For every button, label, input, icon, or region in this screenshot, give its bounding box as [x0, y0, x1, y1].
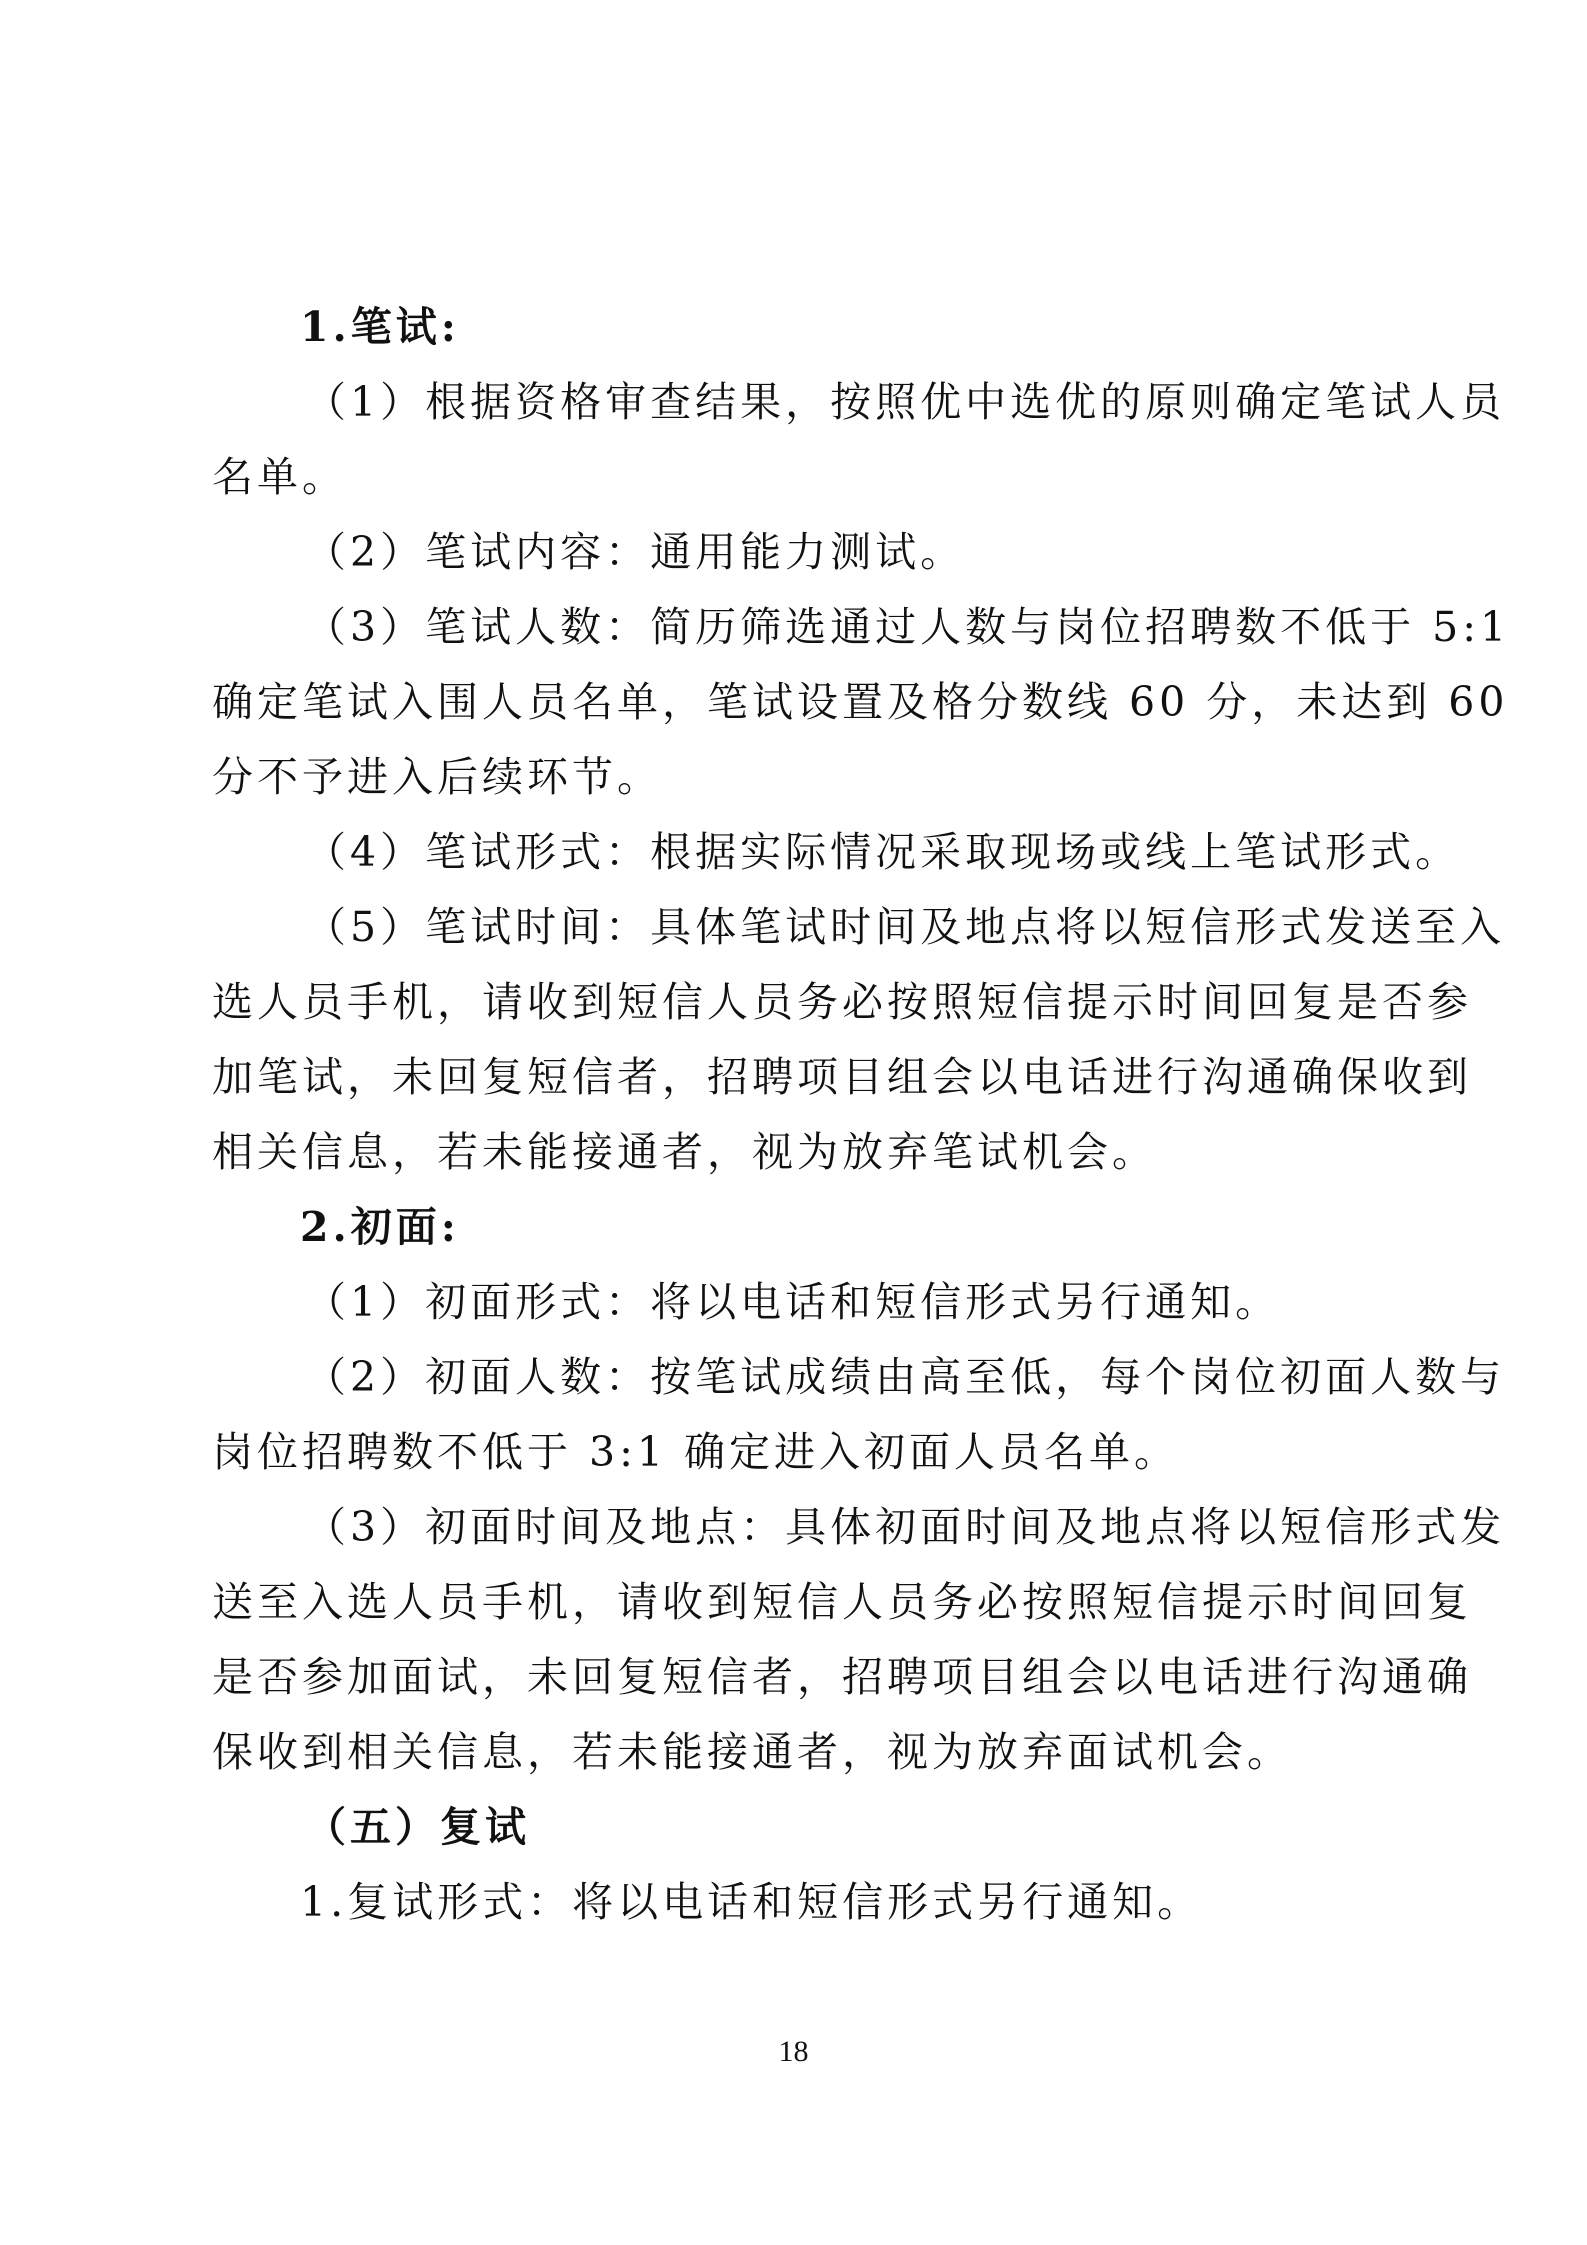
paragraph-line: 确定笔试入围人员名单，笔试设置及格分数线 60 分，未达到 60	[212, 678, 1509, 726]
paragraph-line: 相关信息，若未能接通者，视为放弃笔试机会。	[212, 1128, 1157, 1176]
paragraph-line: 岗位招聘数不低于 3:1 确定进入初面人员名单。	[212, 1428, 1180, 1476]
section-heading-retest: （五）复试	[305, 1803, 530, 1851]
paragraph-line: 选人员手机，请收到短信人员务必按照短信提示时间回复是否参	[212, 978, 1472, 1026]
paragraph-line: 送至入选人员手机，请收到短信人员务必按照短信提示时间回复	[212, 1578, 1472, 1626]
paragraph-line: （3）初面时间及地点：具体初面时间及地点将以短信形式发	[305, 1503, 1506, 1551]
paragraph-line: （1）初面形式：将以电话和短信形式另行通知。	[305, 1278, 1281, 1326]
page-number: 18	[778, 2035, 809, 2068]
paragraph-line: （5）笔试时间：具体笔试时间及地点将以短信形式发送至入	[305, 903, 1506, 951]
heading-written-exam: 1.笔试:	[300, 303, 460, 351]
paragraph-line: （2）笔试内容：通用能力测试。	[305, 528, 966, 576]
heading-first-interview: 2.初面:	[300, 1203, 460, 1251]
paragraph-line: 1.复试形式：将以电话和短信形式另行通知。	[300, 1878, 1203, 1926]
paragraph-line: 是否参加面试，未回复短信者，招聘项目组会以电话进行沟通确	[212, 1653, 1472, 1701]
paragraph-line: （1）根据资格审查结果，按照优中选优的原则确定笔试人员	[305, 378, 1506, 426]
paragraph-line: 分不予进入后续环节。	[212, 753, 662, 801]
paragraph-line: （3）笔试人数：简历筛选通过人数与岗位招聘数不低于 5:1	[305, 603, 1511, 651]
paragraph-line: 加笔试，未回复短信者，招聘项目组会以电话进行沟通确保收到	[212, 1053, 1472, 1101]
paragraph-line: （4）笔试形式：根据实际情况采取现场或线上笔试形式。	[305, 828, 1461, 876]
paragraph-line: （2）初面人数：按笔试成绩由高至低，每个岗位初面人数与	[305, 1353, 1506, 1401]
paragraph-line: 保收到相关信息，若未能接通者，视为放弃面试机会。	[212, 1728, 1292, 1776]
paragraph-line: 名单。	[212, 453, 347, 501]
